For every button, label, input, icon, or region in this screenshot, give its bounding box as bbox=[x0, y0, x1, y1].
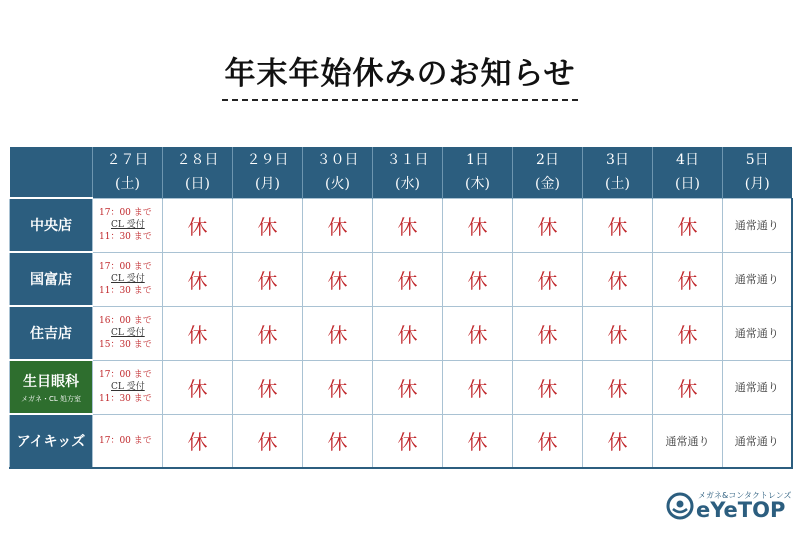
store-name-main: 生目眼科 bbox=[23, 373, 79, 390]
day-header: ２９日 (月) bbox=[233, 147, 303, 198]
day-header: ２７日 (土) bbox=[93, 147, 163, 198]
store-name bbox=[10, 360, 93, 414]
closed-cell: 休 bbox=[163, 414, 233, 468]
short-hours-cell: 17：00 まで CL 受付 11：30 まで bbox=[93, 252, 163, 306]
closed-cell: 休 bbox=[583, 198, 653, 252]
closed-cell: 休 bbox=[583, 414, 653, 468]
closed-cell: 休 bbox=[373, 360, 443, 414]
closed-cell: 休 bbox=[513, 198, 583, 252]
table-row bbox=[10, 252, 792, 306]
store-name: 住吉店 bbox=[10, 306, 93, 360]
normal-hours-cell: 通常通り bbox=[723, 198, 792, 252]
closed-cell: 休 bbox=[443, 306, 513, 360]
closed-cell: 休 bbox=[373, 198, 443, 252]
closed-cell: 休 bbox=[303, 360, 373, 414]
table-row bbox=[10, 198, 792, 252]
normal-hours-cell: 通常通り bbox=[723, 252, 792, 306]
day-header: 5日 (月) bbox=[723, 147, 792, 198]
closed-cell: 休 bbox=[583, 306, 653, 360]
short-hours-cell: 17：00 まで bbox=[93, 414, 163, 468]
closed-cell: 休 bbox=[653, 306, 723, 360]
day-header: ２８日 (日) bbox=[163, 147, 233, 198]
eyetop-logo bbox=[666, 488, 792, 524]
day-header: 4日 (日) bbox=[653, 147, 723, 198]
normal-hours-cell: 通常通り bbox=[723, 360, 792, 414]
normal-hours-cell: 通常通り bbox=[723, 414, 792, 468]
short-hours-cell: 17：00 まで CL 受付 11：30 まで bbox=[93, 198, 163, 252]
closed-cell: 休 bbox=[583, 360, 653, 414]
day-header: 1日 (木) bbox=[443, 147, 513, 198]
closed-cell: 休 bbox=[233, 306, 303, 360]
normal-hours-cell: 通常通り bbox=[653, 414, 723, 468]
closed-cell: 休 bbox=[443, 360, 513, 414]
day-header: ３０日 (火) bbox=[303, 147, 373, 198]
holiday-schedule-table bbox=[9, 147, 793, 469]
corner-cell bbox=[10, 147, 93, 198]
closed-cell: 休 bbox=[233, 414, 303, 468]
closed-cell: 休 bbox=[653, 198, 723, 252]
store-name-sub: メガネ・CL 処方室 bbox=[20, 394, 81, 403]
day-header: ３１日 (水) bbox=[373, 147, 443, 198]
day-header: 3日 (土) bbox=[583, 147, 653, 198]
closed-cell: 休 bbox=[443, 252, 513, 306]
closed-cell: 休 bbox=[513, 414, 583, 468]
closed-cell: 休 bbox=[513, 306, 583, 360]
logo-brand: eYeTOP bbox=[696, 498, 786, 522]
closed-cell: 休 bbox=[163, 198, 233, 252]
closed-cell: 休 bbox=[303, 306, 373, 360]
closed-cell: 休 bbox=[233, 252, 303, 306]
closed-cell: 休 bbox=[163, 306, 233, 360]
closed-cell: 休 bbox=[653, 360, 723, 414]
closed-cell: 休 bbox=[233, 360, 303, 414]
table-row bbox=[10, 414, 792, 468]
closed-cell: 休 bbox=[163, 360, 233, 414]
eye-logo-icon bbox=[666, 492, 694, 520]
page-title: 年末年始休みのお知らせ bbox=[222, 48, 577, 101]
closed-cell: 休 bbox=[303, 252, 373, 306]
closed-cell: 休 bbox=[443, 414, 513, 468]
table-row bbox=[10, 360, 792, 414]
closed-cell: 休 bbox=[373, 414, 443, 468]
closed-cell: 休 bbox=[653, 252, 723, 306]
closed-cell: 休 bbox=[373, 306, 443, 360]
closed-cell: 休 bbox=[303, 414, 373, 468]
closed-cell: 休 bbox=[163, 252, 233, 306]
store-name: アイキッズ bbox=[10, 414, 93, 468]
table-row bbox=[10, 306, 792, 360]
day-header: 2日 (金) bbox=[513, 147, 583, 198]
store-name: 中央店 bbox=[10, 198, 93, 252]
store-name: 国富店 bbox=[10, 252, 93, 306]
title-wrap bbox=[0, 48, 800, 101]
logo-tagline: メガネ&コンタクトレンズ bbox=[698, 491, 792, 500]
closed-cell: 休 bbox=[303, 198, 373, 252]
closed-cell: 休 bbox=[583, 252, 653, 306]
short-hours-cell: 17：00 まで CL 受付 11：30 まで bbox=[93, 360, 163, 414]
closed-cell: 休 bbox=[373, 252, 443, 306]
closed-cell: 休 bbox=[513, 360, 583, 414]
normal-hours-cell: 通常通り bbox=[723, 306, 792, 360]
header-row bbox=[10, 147, 792, 198]
closed-cell: 休 bbox=[513, 252, 583, 306]
short-hours-cell: 16：00 まで CL 受付 15：30 まで bbox=[93, 306, 163, 360]
closed-cell: 休 bbox=[233, 198, 303, 252]
closed-cell: 休 bbox=[443, 198, 513, 252]
